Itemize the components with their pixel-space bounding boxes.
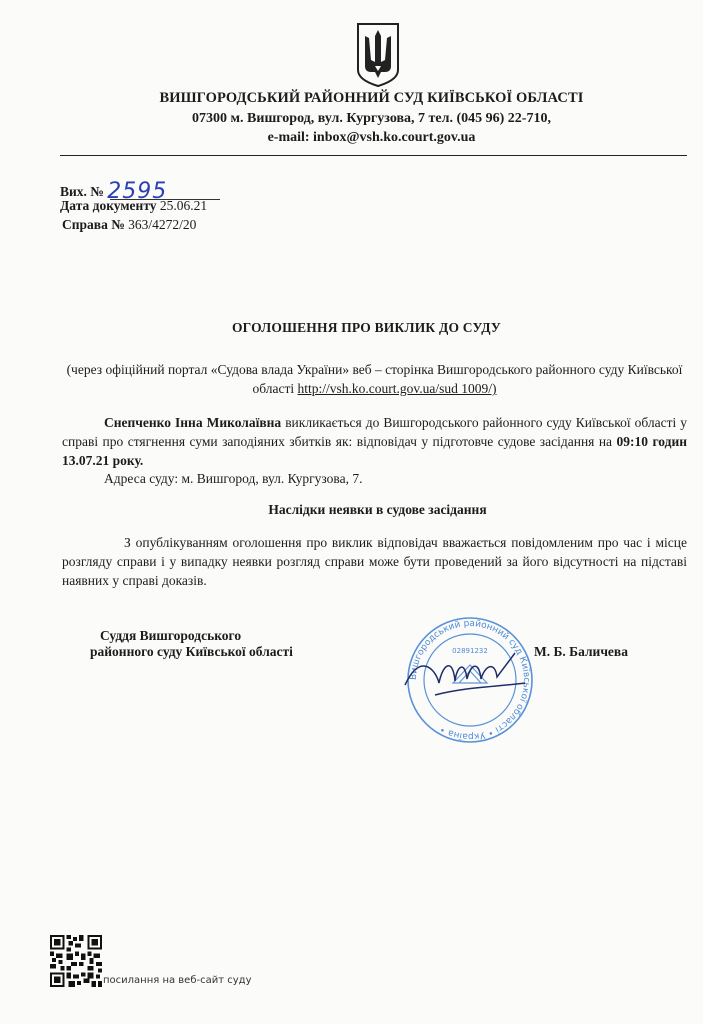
court-name: ВИШГОРОДСЬКИЙ РАЙОННИЙ СУД КИЇВСЬКОЇ ОБЛАСТІ <box>159 90 584 106</box>
person-name: Снепченко Інна Миколаївна <box>104 415 282 430</box>
case-number-row <box>62 215 196 234</box>
qr-code-icon[interactable] <box>50 935 102 987</box>
consequences-title: Наслідки неявки в судове засідання <box>268 502 487 517</box>
portal-link[interactable]: http://vsh.ko.court.gov.ua/sud 1009/) <box>297 381 497 396</box>
consequences-paragraph <box>62 533 687 590</box>
summons-text: викликається до Вишгородського районного суду Київської області у справі про стягнення суми заподіяних збитків як: відповідач у підготовче судове засідання на <box>62 415 687 449</box>
trident-emblem-icon <box>355 22 401 88</box>
header-divider <box>60 155 687 156</box>
judge-position-line1: Суддя Вишгородського <box>100 628 242 643</box>
court-address-line: Адреса суду: м. Вишгород, вул. Кургузова, 7. <box>104 471 363 486</box>
court-email: e-mail: inbox@vsh.ko.court.gov.ua <box>267 130 476 145</box>
stamp-code: 02891232 <box>452 647 488 655</box>
portal-paragraph <box>62 360 687 398</box>
case-label: Справа № <box>62 217 125 232</box>
court-address: 07300 м. Вишгород, вул. Кургузова, 7 тел. (045 96) 22-710, <box>192 111 551 126</box>
court-seal-stamp <box>395 613 545 748</box>
judge-name: М. Б. Баличева <box>534 644 628 659</box>
outgoing-number-handwritten: 2595 <box>107 179 168 204</box>
svg-text:Вишгородський районний суд Киї <box>409 619 531 741</box>
judge-position-line2: районного суду Київської області <box>90 644 293 659</box>
stamp-ring-text: Вишгородський районний суд Київської області • Україна • <box>408 618 532 742</box>
doc-date-label: Дата документу <box>60 198 157 213</box>
qr-caption: посилання на веб-сайт суду <box>103 975 252 986</box>
doc-date: 25.06.21 <box>159 198 208 213</box>
outgoing-label: Вих. № <box>60 184 104 199</box>
portal-text: (через офіційний портал «Судова влада України» веб – сторінка Вишгородського районного суду Київської області <box>66 362 683 396</box>
hearing-time: 09:10 годин 13.07.21 року. <box>62 434 687 468</box>
consequences-text: З опублікуванням оголошення про виклик відповідач вважається повідомленим про час і місце розгляду справи і у випадку неявки розгляд справи може бути проведений за його відсутності на підставі наявних у справі доказів. <box>62 535 687 588</box>
doc-date-row <box>60 196 207 215</box>
summons-paragraph <box>62 413 687 470</box>
notice-title: ОГОЛОШЕННЯ ПРО ВИКЛИК ДО СУДУ <box>231 320 502 335</box>
case-number: 363/4272/20 <box>128 217 197 232</box>
